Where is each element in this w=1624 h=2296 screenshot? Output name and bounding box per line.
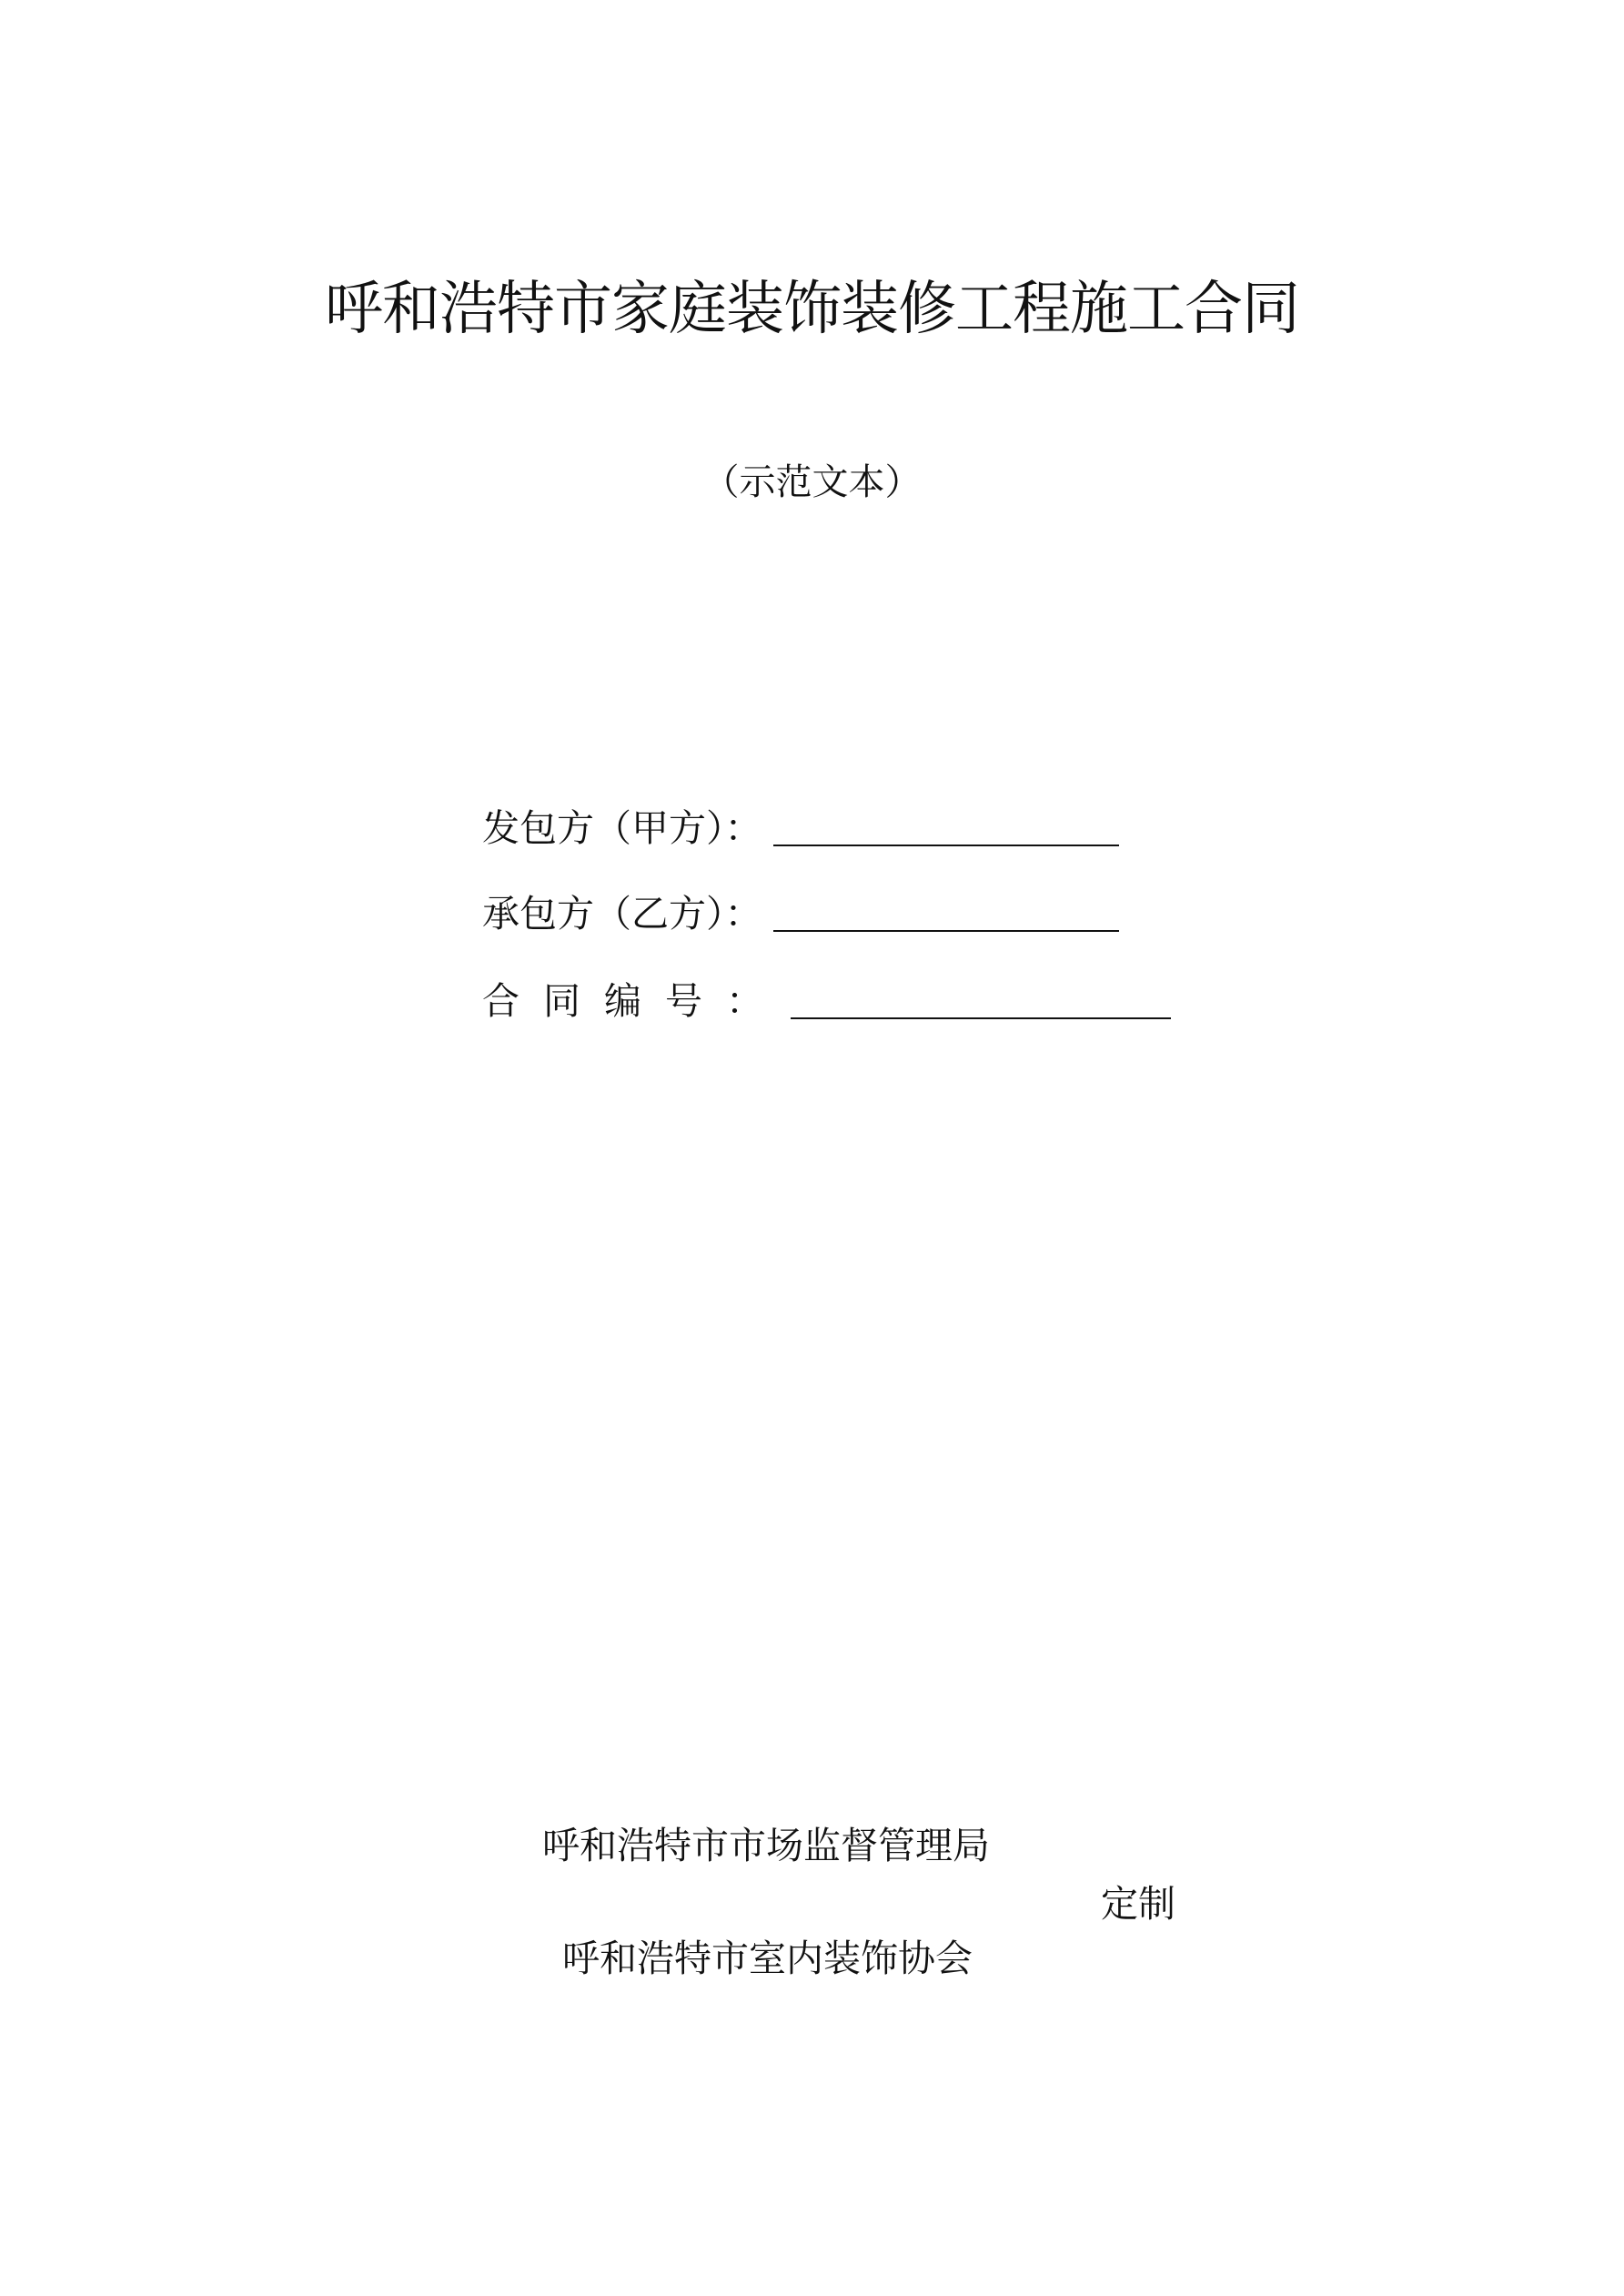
issuer-interior-decoration-association: 呼和浩特市室内装饰协会 bbox=[562, 1937, 973, 1980]
contract-number-blank-line[interactable] bbox=[791, 1017, 1171, 1019]
contract-number-label: 合同编号： bbox=[482, 979, 787, 1023]
party-a-label: 发包方（甲方）： bbox=[482, 806, 762, 850]
issuer-market-regulation-bureau: 呼和浩特市市场监督管理局 bbox=[542, 1824, 990, 1867]
party-b-field bbox=[482, 885, 1119, 939]
party-b-blank-line[interactable] bbox=[773, 930, 1119, 932]
party-b-label: 承包方（乙方）： bbox=[482, 892, 762, 936]
issuer-suffix: 定制 bbox=[1101, 1882, 1175, 1926]
party-a-blank-line[interactable] bbox=[773, 845, 1119, 846]
party-a-field bbox=[482, 799, 1119, 854]
page-subtitle: （示范文本） bbox=[702, 461, 922, 503]
contract-number-field bbox=[482, 972, 1171, 1027]
page-title: 呼和浩特市家庭装饰装修工程施工合同 bbox=[325, 276, 1299, 343]
